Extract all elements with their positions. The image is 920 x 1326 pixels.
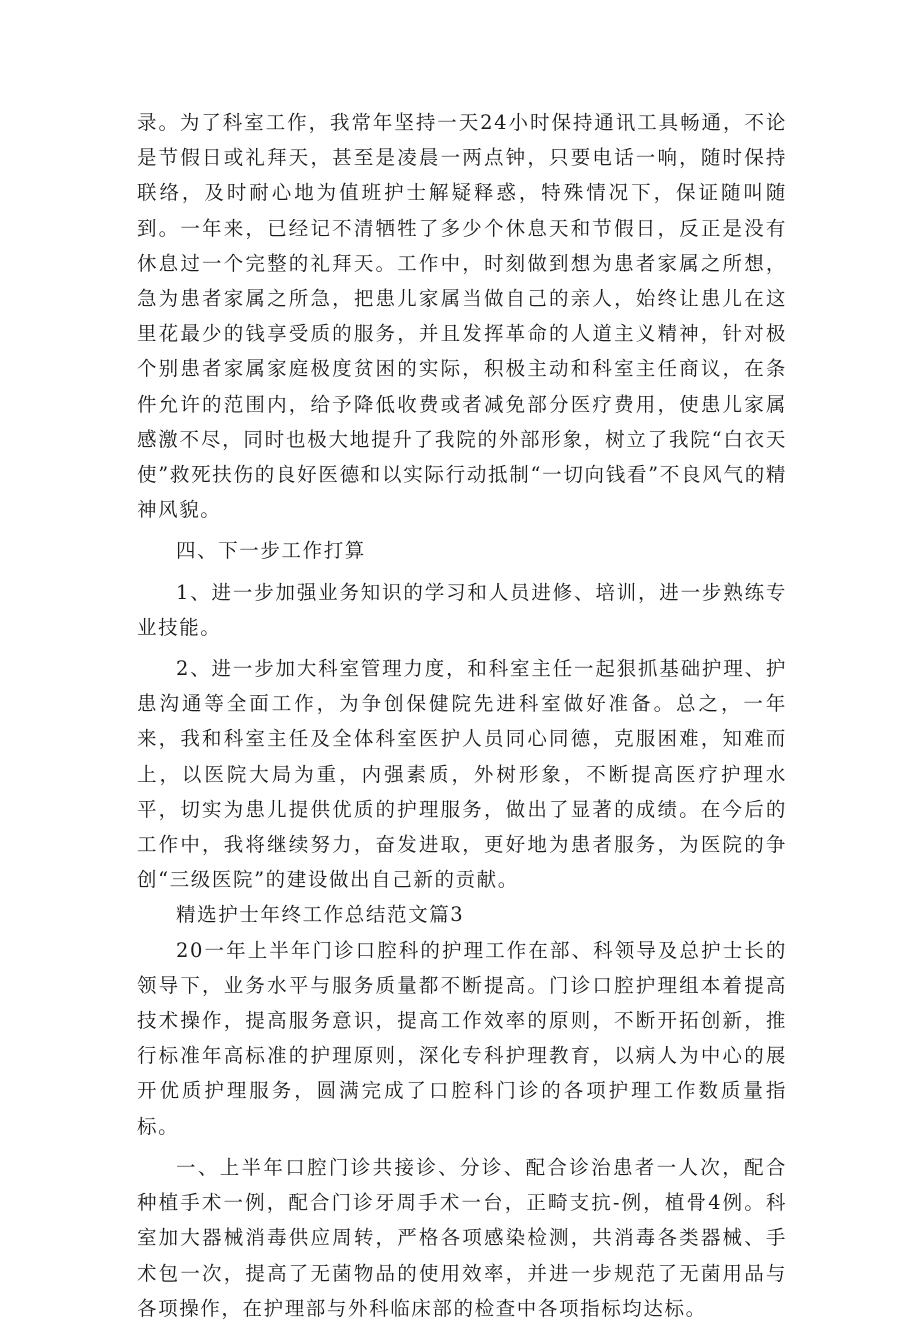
paragraph-item-2: 2、进一步加大科室管理力度，和科室主任一起狠抓基础护理、护患沟通等全面工作，为争创保健院先进科室做好准备。总之，一年来，我和科室主任及全体科室医护人员同心同德，克服困难，知难而上，以医院大局为重，内强素质，外树形象，不断提高医疗护理水平，切实为患儿提供优质的护理服务，做出了显著的成绩。在今后的工作中，我将继续努力，奋发进取，更好地为患者服务，为医院的争创“三级医院”的建设做出自己新的贡献。 [137, 657, 787, 892]
article-title-3: 精选护士年终工作总结范文篇3 [176, 903, 465, 927]
paragraph-item-1: 1、进一步加强业务知识的学习和人员进修、培训，进一步熟练专业技能。 [137, 580, 787, 639]
paragraph-intro-3: 20一年上半年门诊口腔科的护理工作在部、科领导及总护士长的领导下，业务水平与服务质量都不断提高。门诊口腔护理组本着提高技术操作，提高服务意识，提高工作效率的原则，不断开拓创新，推行标准年高标准的护理原则，深化专科护理教育，以病人为中心的展开优质护理服务，圆满完成了口腔科门诊的各项护理工作数质量指标。 [137, 938, 787, 1138]
section-heading-next-steps: 四、下一步工作打算 [176, 539, 366, 563]
document-body [137, 105, 787, 1326]
paragraph-section-1: 一、上半年口腔门诊共接诊、分诊、配合诊治患者一人次，配合种植手术一例，配合门诊牙周手术一台，正畸支抗-例，植骨4例。科室加大器械消毒供应周转，严格各项感染检测，共消毒各类器械、手术包一次，提高了无菌物品的使用效率，并进一步规范了无菌用品与各项操作，在护理部与外科临床部的检查中各项指标均达标。 [137, 1155, 787, 1320]
paragraph-continuation: 录。为了科室工作，我常年坚持一天24小时保持通讯工具畅通，不论是节假日或礼拜天，甚至是凌晨一两点钟，只要电话一响，随时保持联络，及时耐心地为值班护士解疑释惑，特殊情况下，保证随叫随到。一年来，已经记不清牺牲了多少个休息天和节假日，反正是没有休息过一个完整的礼拜天。工作中，时刻做到想为患者家属之所想，急为患者家属之所急，把患儿家属当做自己的亲人，始终让患儿在这里花最少的钱享受质的服务，并且发挥革命的人道主义精神，针对极个别患者家属家庭极度贫困的实际，积极主动和科室主任商议，在条件允许的范围内，给予降低收费或者减免部分医疗费用，使患儿家属感激不尽，同时也极大地提升了我院的外部形象，树立了我院“白衣天使”救死扶伤的良好医德和以实际行动抵制“一切向钱看”不良风气的精神风貌。 [137, 111, 787, 522]
